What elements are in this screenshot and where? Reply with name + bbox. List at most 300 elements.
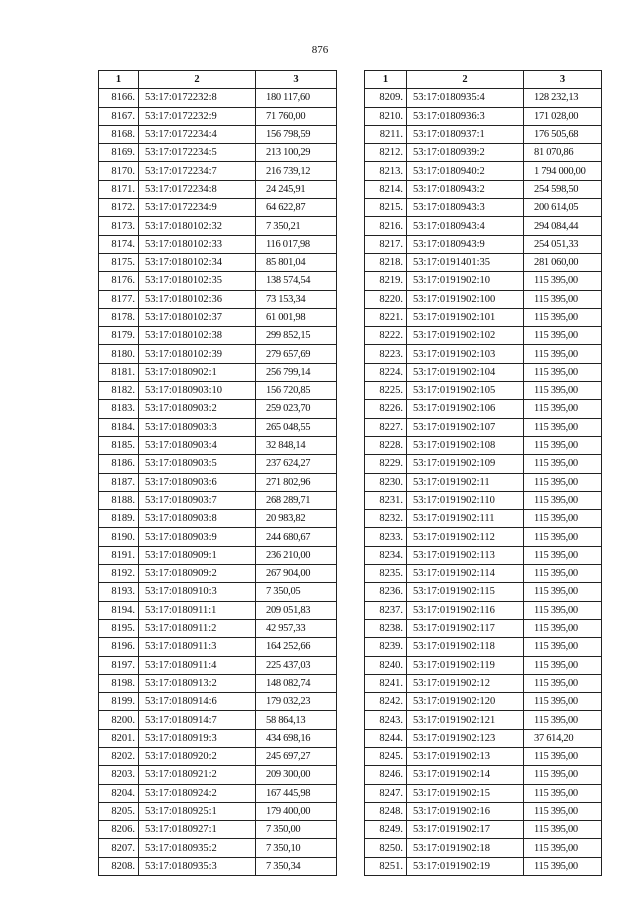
row-number-cell: 8188.: [99, 491, 139, 509]
row-number-cell: 8239.: [365, 638, 407, 656]
table-row: [365, 253, 602, 271]
row-number-cell: 8169.: [99, 144, 139, 162]
table-row: [99, 308, 337, 326]
cadastral-number-cell: 53:17:0180903:6: [139, 473, 256, 491]
cadastral-number-cell: 53:17:0180102:34: [139, 253, 256, 271]
value-cell: 81 070,86: [524, 144, 602, 162]
value-cell: 167 445,98: [256, 784, 337, 802]
value-cell: 115 395,00: [524, 638, 602, 656]
cadastral-number-cell: 53:17:0180102:32: [139, 217, 256, 235]
value-cell: 115 395,00: [524, 583, 602, 601]
row-number-cell: 8249.: [365, 821, 407, 839]
table-row: [365, 235, 602, 253]
cadastral-number-cell: 53:17:0191902:115: [407, 583, 524, 601]
row-number-cell: 8172.: [99, 199, 139, 217]
value-cell: 20 983,82: [256, 510, 337, 528]
table-row: [99, 638, 337, 656]
row-number-cell: 8215.: [365, 199, 407, 217]
row-number-cell: 8233.: [365, 528, 407, 546]
cadastral-number-cell: 53:17:0191902:13: [407, 747, 524, 765]
value-cell: 138 574,54: [256, 272, 337, 290]
value-cell: 259 023,70: [256, 400, 337, 418]
table-row: [99, 491, 337, 509]
table-row: [99, 839, 337, 857]
value-cell: 7 350,34: [256, 857, 337, 875]
table-row: [99, 565, 337, 583]
row-number-cell: 8203.: [99, 766, 139, 784]
row-number-cell: 8241.: [365, 674, 407, 692]
row-number-cell: 8206.: [99, 821, 139, 839]
table-row: [99, 857, 337, 875]
row-number-cell: 8177.: [99, 290, 139, 308]
row-number-cell: 8211.: [365, 125, 407, 143]
row-number-cell: 8219.: [365, 272, 407, 290]
value-cell: 216 739,12: [256, 162, 337, 180]
cadastral-number-cell: 53:17:0180902:1: [139, 363, 256, 381]
cadastral-number-cell: 53:17:0191902:18: [407, 839, 524, 857]
row-number-cell: 8218.: [365, 253, 407, 271]
cadastral-number-cell: 53:17:0180102:39: [139, 345, 256, 363]
value-cell: 61 001,98: [256, 308, 337, 326]
value-cell: 7 350,00: [256, 821, 337, 839]
cadastral-number-cell: 53:17:0180102:35: [139, 272, 256, 290]
cadastral-number-cell: 53:17:0191902:118: [407, 638, 524, 656]
cadastral-number-cell: 53:17:0180935:2: [139, 839, 256, 857]
cadastral-number-cell: 53:17:0191902:107: [407, 418, 524, 436]
value-cell: 71 760,00: [256, 107, 337, 125]
value-cell: 115 395,00: [524, 327, 602, 345]
cadastral-number-cell: 53:17:0172234:5: [139, 144, 256, 162]
table-row: [365, 839, 602, 857]
row-number-cell: 8205.: [99, 802, 139, 820]
cadastral-number-cell: 53:17:0180102:37: [139, 308, 256, 326]
table-row: [365, 601, 602, 619]
row-number-cell: 8204.: [99, 784, 139, 802]
table-row: [99, 418, 337, 436]
table-row: [365, 144, 602, 162]
value-cell: 148 082,74: [256, 674, 337, 692]
table-row: [99, 345, 337, 363]
row-number-cell: 8237.: [365, 601, 407, 619]
row-number-cell: 8222.: [365, 327, 407, 345]
header-col-3: 3: [524, 71, 602, 89]
cadastral-number-cell: 53:17:0191902:10: [407, 272, 524, 290]
cadastral-number-cell: 53:17:0180914:7: [139, 711, 256, 729]
row-number-cell: 8214.: [365, 180, 407, 198]
table-row: [99, 400, 337, 418]
cadastral-number-cell: 53:17:0172232:8: [139, 89, 256, 107]
header-col-3: 3: [256, 71, 337, 89]
row-number-cell: 8225.: [365, 382, 407, 400]
value-cell: 115 395,00: [524, 656, 602, 674]
cadastral-number-cell: 53:17:0180911:2: [139, 619, 256, 637]
row-number-cell: 8171.: [99, 180, 139, 198]
value-cell: 115 395,00: [524, 345, 602, 363]
table-row: [365, 327, 602, 345]
value-cell: 265 048,55: [256, 418, 337, 436]
row-number-cell: 8178.: [99, 308, 139, 326]
value-cell: 115 395,00: [524, 363, 602, 381]
table-row: [99, 729, 337, 747]
table-row: [99, 784, 337, 802]
cadastral-number-cell: 53:17:0191902:111: [407, 510, 524, 528]
cadastral-number-cell: 53:17:0180936:3: [407, 107, 524, 125]
row-number-cell: 8247.: [365, 784, 407, 802]
value-cell: 254 598,50: [524, 180, 602, 198]
row-number-cell: 8166.: [99, 89, 139, 107]
row-number-cell: 8210.: [365, 107, 407, 125]
row-number-cell: 8251.: [365, 857, 407, 875]
row-number-cell: 8234.: [365, 546, 407, 564]
row-number-cell: 8183.: [99, 400, 139, 418]
table-row: [99, 711, 337, 729]
value-cell: 271 802,96: [256, 473, 337, 491]
row-number-cell: 8186.: [99, 455, 139, 473]
table-row: [99, 802, 337, 820]
value-cell: 115 395,00: [524, 400, 602, 418]
table-row: [99, 180, 337, 198]
value-cell: 179 400,00: [256, 802, 337, 820]
cadastral-number-cell: 53:17:0191902:108: [407, 436, 524, 454]
table-row: [365, 857, 602, 875]
value-cell: 213 100,29: [256, 144, 337, 162]
cadastral-number-cell: 53:17:0172234:7: [139, 162, 256, 180]
table-row: [365, 491, 602, 509]
row-number-cell: 8179.: [99, 327, 139, 345]
row-number-cell: 8242.: [365, 693, 407, 711]
table-row: [99, 656, 337, 674]
cadastral-number-cell: 53:17:0191902:109: [407, 455, 524, 473]
row-number-cell: 8238.: [365, 619, 407, 637]
table-row: [99, 619, 337, 637]
header-row: [99, 71, 337, 89]
table-row: [365, 638, 602, 656]
value-cell: 180 117,60: [256, 89, 337, 107]
value-cell: 115 395,00: [524, 693, 602, 711]
row-number-cell: 8193.: [99, 583, 139, 601]
table-row: [99, 253, 337, 271]
row-number-cell: 8190.: [99, 528, 139, 546]
value-cell: 171 028,00: [524, 107, 602, 125]
value-cell: 115 395,00: [524, 821, 602, 839]
table-row: [99, 382, 337, 400]
row-number-cell: 8220.: [365, 290, 407, 308]
table-row: [365, 436, 602, 454]
value-cell: 115 395,00: [524, 766, 602, 784]
value-cell: 37 614,20: [524, 729, 602, 747]
cadastral-number-cell: 53:17:0191902:121: [407, 711, 524, 729]
value-cell: 32 848,14: [256, 436, 337, 454]
value-cell: 115 395,00: [524, 802, 602, 820]
cadastral-number-cell: 53:17:0191902:112: [407, 528, 524, 546]
value-cell: 115 395,00: [524, 436, 602, 454]
cadastral-number-cell: 53:17:0180935:4: [407, 89, 524, 107]
value-cell: 115 395,00: [524, 418, 602, 436]
row-number-cell: 8248.: [365, 802, 407, 820]
row-number-cell: 8221.: [365, 308, 407, 326]
left-table-body: [99, 89, 337, 876]
table-row: [99, 235, 337, 253]
table-row: [99, 528, 337, 546]
cadastral-number-cell: 53:17:0180914:6: [139, 693, 256, 711]
cadastral-number-cell: 53:17:0180911:1: [139, 601, 256, 619]
value-cell: 115 395,00: [524, 528, 602, 546]
table-row: [365, 583, 602, 601]
cadastral-number-cell: 53:17:0191902:15: [407, 784, 524, 802]
table-row: [365, 546, 602, 564]
row-number-cell: 8185.: [99, 436, 139, 454]
table-row: [365, 693, 602, 711]
row-number-cell: 8217.: [365, 235, 407, 253]
table-row: [365, 418, 602, 436]
cadastral-number-cell: 53:17:0180943:4: [407, 217, 524, 235]
cadastral-number-cell: 53:17:0180903:7: [139, 491, 256, 509]
table-row: [99, 199, 337, 217]
value-cell: 115 395,00: [524, 382, 602, 400]
value-cell: 1 794 000,00: [524, 162, 602, 180]
table-row: [365, 400, 602, 418]
cadastral-number-cell: 53:17:0180102:38: [139, 327, 256, 345]
row-number-cell: 8170.: [99, 162, 139, 180]
value-cell: 115 395,00: [524, 839, 602, 857]
cadastral-number-cell: 53:17:0191902:14: [407, 766, 524, 784]
cadastral-number-cell: 53:17:0191401:35: [407, 253, 524, 271]
value-cell: 281 060,00: [524, 253, 602, 271]
cadastral-number-cell: 53:17:0180935:3: [139, 857, 256, 875]
row-number-cell: 8195.: [99, 619, 139, 637]
table-row: [365, 107, 602, 125]
value-cell: 115 395,00: [524, 711, 602, 729]
value-cell: 115 395,00: [524, 546, 602, 564]
value-cell: 115 395,00: [524, 565, 602, 583]
row-number-cell: 8196.: [99, 638, 139, 656]
cadastral-number-cell: 53:17:0191902:16: [407, 802, 524, 820]
table-row: [365, 199, 602, 217]
value-cell: 179 032,23: [256, 693, 337, 711]
table-row: [365, 821, 602, 839]
left-table: [98, 70, 337, 876]
value-cell: 254 051,33: [524, 235, 602, 253]
table-row: [99, 107, 337, 125]
cadastral-number-cell: 53:17:0180903:4: [139, 436, 256, 454]
table-row: [99, 290, 337, 308]
value-cell: 244 680,67: [256, 528, 337, 546]
row-number-cell: 8201.: [99, 729, 139, 747]
cadastral-number-cell: 53:17:0180913:2: [139, 674, 256, 692]
table-row: [365, 766, 602, 784]
value-cell: 200 614,05: [524, 199, 602, 217]
row-number-cell: 8235.: [365, 565, 407, 583]
table-row: [365, 180, 602, 198]
row-number-cell: 8192.: [99, 565, 139, 583]
table-row: [99, 583, 337, 601]
cadastral-number-cell: 53:17:0180903:5: [139, 455, 256, 473]
cadastral-number-cell: 53:17:0191902:12: [407, 674, 524, 692]
value-cell: 225 437,03: [256, 656, 337, 674]
cadastral-number-cell: 53:17:0180921:2: [139, 766, 256, 784]
cadastral-number-cell: 53:17:0180909:2: [139, 565, 256, 583]
table-row: [99, 89, 337, 107]
value-cell: 237 624,27: [256, 455, 337, 473]
cadastral-number-cell: 53:17:0180903:9: [139, 528, 256, 546]
table-row: [365, 363, 602, 381]
value-cell: 116 017,98: [256, 235, 337, 253]
row-number-cell: 8223.: [365, 345, 407, 363]
cadastral-number-cell: 53:17:0191902:19: [407, 857, 524, 875]
value-cell: 24 245,91: [256, 180, 337, 198]
header-col-1: 1: [99, 71, 139, 89]
table-row: [99, 693, 337, 711]
cadastral-number-cell: 53:17:0180102:36: [139, 290, 256, 308]
table-row: [99, 217, 337, 235]
row-number-cell: 8191.: [99, 546, 139, 564]
row-number-cell: 8246.: [365, 766, 407, 784]
row-number-cell: 8250.: [365, 839, 407, 857]
table-row: [99, 436, 337, 454]
cadastral-number-cell: 53:17:0180909:1: [139, 546, 256, 564]
value-cell: 299 852,15: [256, 327, 337, 345]
table-row: [365, 162, 602, 180]
table-row: [99, 546, 337, 564]
table-row: [365, 290, 602, 308]
value-cell: 115 395,00: [524, 290, 602, 308]
row-number-cell: 8230.: [365, 473, 407, 491]
value-cell: 115 395,00: [524, 491, 602, 509]
table-row: [99, 766, 337, 784]
table-row: [365, 272, 602, 290]
value-cell: 294 084,44: [524, 217, 602, 235]
value-cell: 115 395,00: [524, 455, 602, 473]
cadastral-number-cell: 53:17:0191902:119: [407, 656, 524, 674]
table-row: [365, 565, 602, 583]
cadastral-number-cell: 53:17:0180943:9: [407, 235, 524, 253]
right-table-body: [365, 89, 602, 876]
value-cell: 64 622,87: [256, 199, 337, 217]
table-row: [99, 272, 337, 290]
value-cell: 115 395,00: [524, 308, 602, 326]
cadastral-number-cell: 53:17:0191902:117: [407, 619, 524, 637]
cadastral-number-cell: 53:17:0180940:2: [407, 162, 524, 180]
value-cell: 128 232,13: [524, 89, 602, 107]
row-number-cell: 8176.: [99, 272, 139, 290]
row-number-cell: 8226.: [365, 400, 407, 418]
header-row: [365, 71, 602, 89]
cadastral-number-cell: 53:17:0172234:9: [139, 199, 256, 217]
right-table: [364, 70, 602, 876]
row-number-cell: 8227.: [365, 418, 407, 436]
cadastral-number-cell: 53:17:0191902:116: [407, 601, 524, 619]
row-number-cell: 8216.: [365, 217, 407, 235]
table-row: [365, 382, 602, 400]
value-cell: 115 395,00: [524, 784, 602, 802]
table-row: [365, 528, 602, 546]
value-cell: 115 395,00: [524, 272, 602, 290]
cadastral-number-cell: 53:17:0180903:2: [139, 400, 256, 418]
row-number-cell: 8232.: [365, 510, 407, 528]
cadastral-number-cell: 53:17:0191902:100: [407, 290, 524, 308]
value-cell: 236 210,00: [256, 546, 337, 564]
table-row: [365, 674, 602, 692]
row-number-cell: 8229.: [365, 455, 407, 473]
value-cell: 156 720,85: [256, 382, 337, 400]
value-cell: 115 395,00: [524, 601, 602, 619]
table-row: [365, 345, 602, 363]
table-row: [365, 89, 602, 107]
row-number-cell: 8243.: [365, 711, 407, 729]
row-number-cell: 8209.: [365, 89, 407, 107]
value-cell: 176 505,68: [524, 125, 602, 143]
row-number-cell: 8208.: [99, 857, 139, 875]
table-row: [99, 821, 337, 839]
cadastral-number-cell: 53:17:0180903:3: [139, 418, 256, 436]
table-row: [365, 656, 602, 674]
row-number-cell: 8213.: [365, 162, 407, 180]
cadastral-number-cell: 53:17:0180903:10: [139, 382, 256, 400]
row-number-cell: 8198.: [99, 674, 139, 692]
cadastral-number-cell: 53:17:0180911:4: [139, 656, 256, 674]
table-row: [99, 162, 337, 180]
cadastral-number-cell: 53:17:0180943:3: [407, 199, 524, 217]
table-row: [365, 619, 602, 637]
table-row: [365, 125, 602, 143]
table-row: [365, 473, 602, 491]
value-cell: 115 395,00: [524, 747, 602, 765]
row-number-cell: 8173.: [99, 217, 139, 235]
cadastral-number-cell: 53:17:0191902:123: [407, 729, 524, 747]
value-cell: 209 300,00: [256, 766, 337, 784]
cadastral-number-cell: 53:17:0191902:110: [407, 491, 524, 509]
table-row: [365, 729, 602, 747]
cadastral-number-cell: 53:17:0180102:33: [139, 235, 256, 253]
cadastral-number-cell: 53:17:0191902:103: [407, 345, 524, 363]
table-row: [365, 784, 602, 802]
table-row: [365, 455, 602, 473]
value-cell: 115 395,00: [524, 674, 602, 692]
cadastral-number-cell: 53:17:0191902:114: [407, 565, 524, 583]
row-number-cell: 8244.: [365, 729, 407, 747]
table-row: [99, 473, 337, 491]
cadastral-number-cell: 53:17:0180910:3: [139, 583, 256, 601]
value-cell: 7 350,21: [256, 217, 337, 235]
row-number-cell: 8236.: [365, 583, 407, 601]
table-row: [99, 674, 337, 692]
cadastral-number-cell: 53:17:0172234:8: [139, 180, 256, 198]
cadastral-number-cell: 53:17:0191902:101: [407, 308, 524, 326]
cadastral-number-cell: 53:17:0191902:104: [407, 363, 524, 381]
cadastral-number-cell: 53:17:0191902:102: [407, 327, 524, 345]
cadastral-number-cell: 53:17:0172234:4: [139, 125, 256, 143]
cadastral-number-cell: 53:17:0191902:17: [407, 821, 524, 839]
table-row: [99, 363, 337, 381]
cadastral-number-cell: 53:17:0180924:2: [139, 784, 256, 802]
row-number-cell: 8240.: [365, 656, 407, 674]
table-row: [99, 327, 337, 345]
table-row: [365, 217, 602, 235]
cadastral-number-cell: 53:17:0180925:1: [139, 802, 256, 820]
row-number-cell: 8194.: [99, 601, 139, 619]
row-number-cell: 8231.: [365, 491, 407, 509]
row-number-cell: 8202.: [99, 747, 139, 765]
table-row: [99, 510, 337, 528]
value-cell: 58 864,13: [256, 711, 337, 729]
value-cell: 85 801,04: [256, 253, 337, 271]
row-number-cell: 8184.: [99, 418, 139, 436]
cadastral-number-cell: 53:17:0180937:1: [407, 125, 524, 143]
value-cell: 268 289,71: [256, 491, 337, 509]
table-row: [99, 601, 337, 619]
table-row: [99, 144, 337, 162]
value-cell: 42 957,33: [256, 619, 337, 637]
